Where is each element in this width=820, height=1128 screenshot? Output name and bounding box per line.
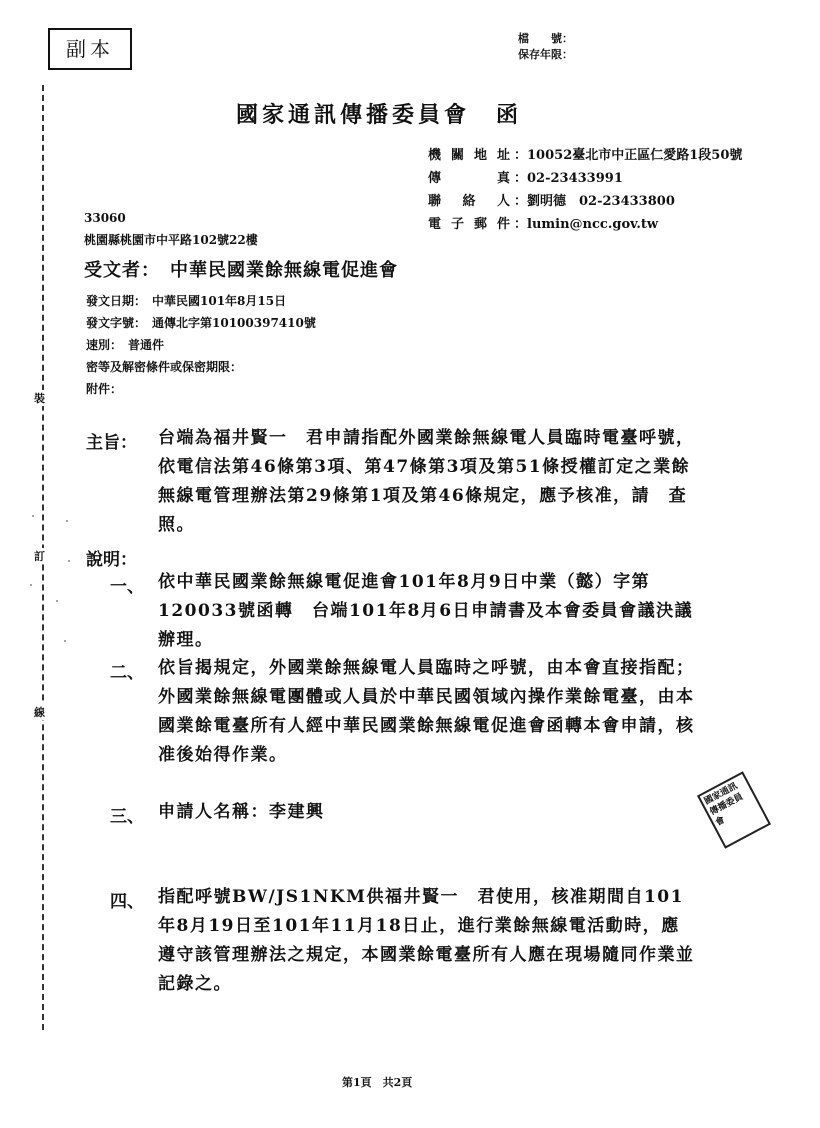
scan-speck [56,600,58,602]
item-number: 二、 [110,663,144,683]
copy-box: 副本 [48,28,132,70]
file-number-label: 檔 號： [518,32,573,45]
issue-date: 發文日期： 中華民國101年8月15日 [86,294,287,308]
contact-value: lumin@ncc.gov.tw [527,217,659,232]
contact-row-address: 機關地址 ： 10052臺北市中正區仁愛路1段50號 [428,144,742,167]
contact-row-email: 電子郵件 ： lumin@ncc.gov.tw [428,213,742,236]
binding-mark: 線 [34,706,45,719]
receipt-stamp: 國家通訊傳播委員會 [697,771,771,848]
retention-period-label: 保存年限： [518,48,573,61]
contact-row-fax: 傳 真 ： 02-23433991 [428,167,742,190]
scan-speck [64,640,66,642]
contact-block [428,144,742,236]
contact-label: 傳 真 [428,171,510,186]
contact-label: 機關地址 [428,148,510,163]
secrecy-level: 密等及解密條件或保密期限： [86,360,243,374]
contact-row-person: 聯 絡 人 ： 劉明德 02-23433800 [428,190,742,213]
explanation-item-1: 依中華民國業餘無線電促進會101年8月9日中業（懿）字第120033號函轉 台端101年8月6日申請書及本會委員會議決議辦理。 [158,572,694,650]
delivery-speed: 速別： 普通件 [86,338,165,352]
document-title: 國家通訊傳播委員會 函 [236,102,523,128]
binding-mark: 訂 [34,550,45,563]
scan-speck [32,515,34,517]
scan-speck [30,584,32,586]
scan-speck [66,520,68,522]
explanation-label: 說明： [86,550,137,570]
contact-value: 劉明德 02-23433800 [527,194,675,209]
attachment: 附件： [86,382,123,396]
recipient: 受文者： 中華民國業餘無線電促進會 [84,260,398,281]
subject-text: 台端為福井賢一 君申請指配外國業餘無線電人員臨時電臺呼號，依電信法第46條第3項、第47條第3項及第51條授權訂定之業餘無線電管理辦法第29條第1項及第46條規定，應予核准，請 查照。 [158,428,695,535]
explanation-item-3: 申請人名稱：李建興 [158,802,325,822]
postal-code: 33060 [84,211,126,225]
contact-label: 電子郵件 [428,217,510,232]
contact-value: 10052臺北市中正區仁愛路1段50號 [527,148,743,163]
contact-label: 聯 絡 人 [428,194,510,209]
item-number: 一、 [110,577,144,597]
subject-label: 主旨： [86,433,137,453]
page-number: 第1頁 共2頁 [342,1076,413,1089]
item-number: 四、 [110,892,144,912]
recipient-address: 桃園縣桃園市中平路102號22樓 [84,233,258,247]
contact-value: 02-23433991 [527,171,623,186]
explanation-item-2: 依旨揭規定，外國業餘無線電人員臨時之呼號，由本會直接指配；外國業餘無線電團體或人員於中華民國領域內操作業餘電臺，由本國業餘電臺所有人經中華民國業餘無線電促進會函轉本會申請，核准後始得作業。 [158,658,695,765]
document-number: 發文字號： 通傳北字第10100397410號 [86,316,316,330]
scan-speck [68,560,70,562]
item-number: 三、 [110,807,144,827]
explanation-item-4: 指配呼號BW/JS1NKM供福井賢一 君使用，核准期間自101年8月19日至101年11月18日止，進行業餘無線電活動時，應遵守該管理辦法之規定，本國業餘電臺所有人應在現場隨同作業並記錄之。 [158,887,695,994]
binding-mark: 裝 [34,392,45,405]
